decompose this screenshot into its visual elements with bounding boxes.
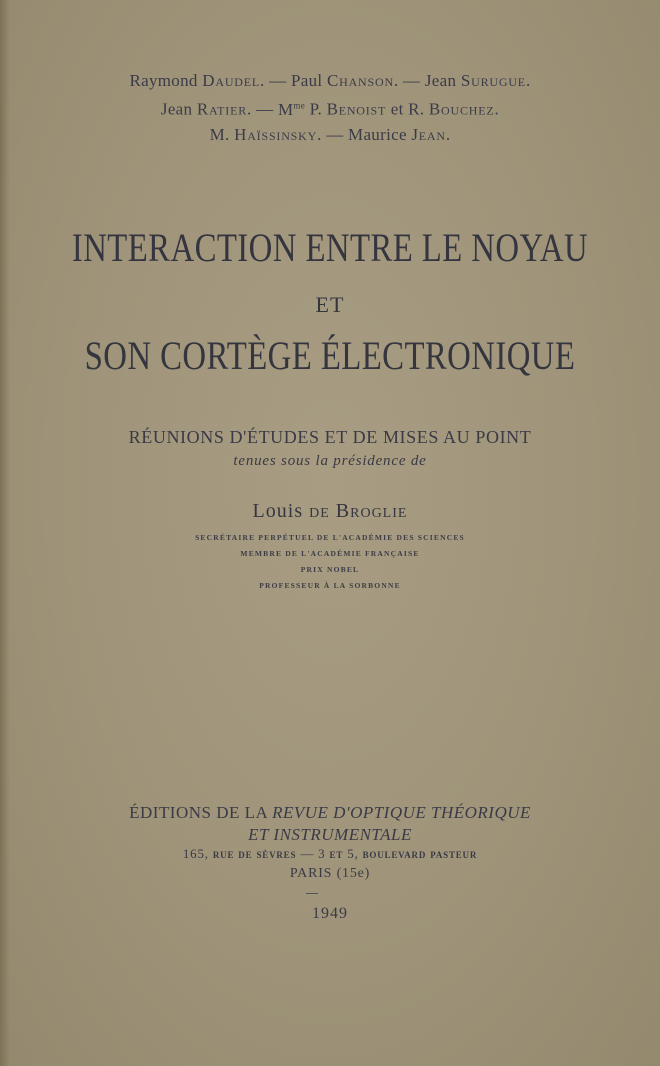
publisher-city: PARIS (15e)	[289, 866, 371, 881]
author-first: Jean	[160, 99, 193, 119]
honorific-sup: me	[293, 100, 306, 110]
authors-line-1	[0, 68, 660, 93]
author-last: Daudel	[202, 71, 261, 90]
separator: . —	[317, 124, 349, 144]
author-last: Chanson	[326, 71, 394, 90]
president-title-line: PROFESSEUR À LA SORBONNE	[259, 581, 401, 590]
author-first: Jean	[424, 71, 457, 90]
author-first: Paul	[290, 71, 323, 90]
separator: . —	[393, 71, 425, 90]
address-number: 5,	[343, 846, 359, 861]
author-last: Ratier	[196, 99, 248, 119]
president-title-line: SECRÉTAIRE PERPÉTUEL DE L'ACADÉMIE DES SCIENCES	[195, 533, 465, 542]
main-title-line-1: INTERACTION ENTRE LE NOYAU	[71, 225, 589, 270]
publisher-line-1	[0, 802, 660, 824]
authors-block	[0, 68, 660, 147]
conjunction: et	[386, 99, 409, 119]
divider	[306, 893, 318, 894]
author-first: Raymond	[129, 71, 198, 90]
president-titles	[0, 530, 660, 594]
author-first: M.	[209, 124, 230, 144]
publisher-name	[0, 802, 660, 846]
president-title-line: PRIX NOBEL	[300, 565, 360, 574]
publication-year: 1949	[312, 905, 348, 922]
authors-line-2	[0, 93, 660, 122]
honorific: $M^{me}$	[277, 99, 306, 119]
punct: .	[525, 71, 531, 90]
punct: .	[494, 99, 500, 119]
address-number: 165,	[182, 846, 209, 861]
subtitle-reunions: RÉUNIONS D'ÉTUDES ET DE MISES AU POINT	[128, 427, 532, 447]
author-last: Jean	[411, 124, 446, 144]
publisher-address	[0, 846, 660, 862]
punct: .	[445, 124, 451, 144]
author-first: P.	[309, 99, 322, 119]
separator: . —	[260, 71, 291, 90]
main-title-conjunction: ET	[315, 292, 345, 317]
separator: . —	[247, 99, 278, 119]
author-first: Maurice	[348, 124, 407, 144]
publisher-revue: REVUE D'OPTIQUE THÉORIQUE	[272, 803, 531, 822]
address-conjunction: et	[329, 846, 344, 861]
publisher-editions: ÉDITIONS DE LA	[129, 803, 268, 822]
president-first: Louis	[252, 500, 304, 522]
author-first: R.	[408, 99, 425, 119]
author-last: Benoist	[326, 99, 387, 119]
address-street: boulevard pasteur	[362, 846, 478, 861]
author-last: Bouchez	[428, 99, 495, 119]
president-name	[0, 500, 660, 523]
publisher-line-2: ET INSTRUMENTALE	[248, 825, 412, 844]
president-title-line: MEMBRE DE L'ACADÉMIE FRANÇAISE	[240, 549, 420, 558]
author-last: Haïssinsky	[234, 124, 318, 144]
address-street: rue de sèvres	[212, 846, 297, 861]
subtitle-presidence: tenues sous la présidence de	[233, 453, 427, 469]
main-title-line-2: SON CORTÈGE ÉLECTRONIQUE	[84, 333, 576, 378]
author-last: Surugue	[460, 71, 526, 90]
president-last: Broglie	[335, 500, 408, 522]
authors-line-3	[0, 122, 660, 147]
president-particle: de	[309, 500, 330, 522]
address-separator: — 3	[296, 846, 330, 861]
